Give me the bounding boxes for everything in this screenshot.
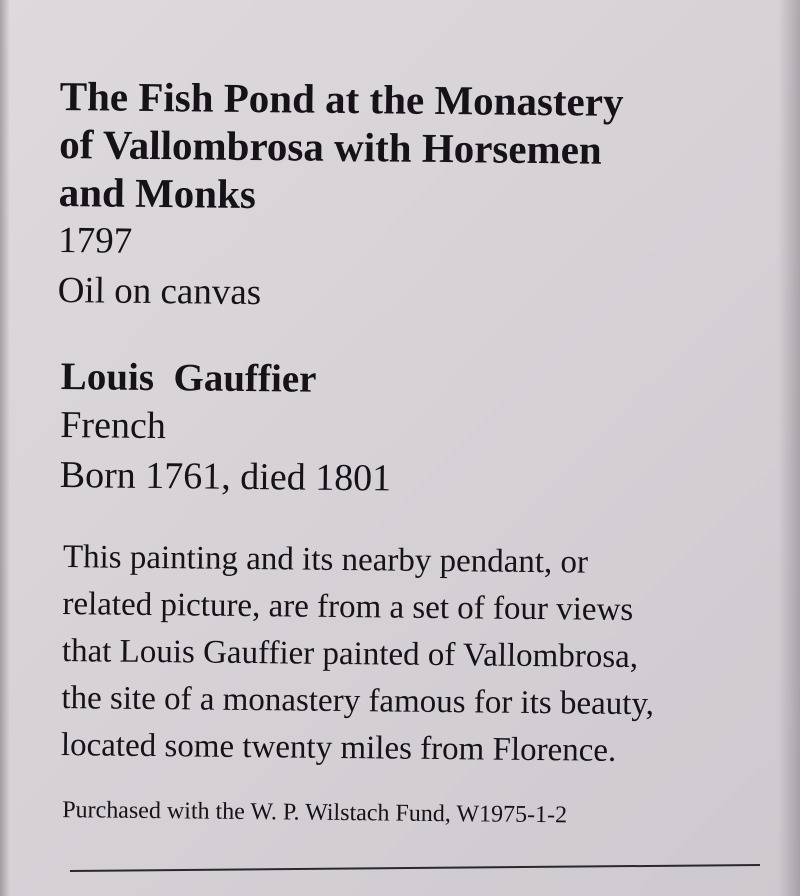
description-line: related picture, are from a set of four views (62, 586, 634, 629)
label-text-block (52, 72, 760, 832)
card-left-shadow (0, 0, 10, 896)
artwork-title-line: and Monks (58, 168, 257, 218)
artwork-title-line: of Vallombrosa with Horsemen (59, 120, 602, 173)
divider-rule (70, 864, 760, 872)
artist-life-dates: Born 1761, died 1801 (59, 454, 392, 500)
artwork-description (61, 534, 743, 776)
credit-line: Purchased with the W. P. Wilstach Fund, W1975-1-2 (62, 797, 568, 829)
description-line: that Louis Gauffier painted of Vallombrosa, (61, 633, 639, 676)
description-line: located some twenty miles from Florence. (60, 727, 617, 769)
description-line: This painting and its nearby pendant, or (62, 539, 589, 581)
artwork-date: 1797 (58, 219, 133, 262)
artwork-medium: Oil on canvas (57, 269, 262, 314)
card-right-shadow (778, 0, 800, 896)
artwork-title (58, 72, 699, 223)
artist-nationality: French (60, 404, 167, 448)
artist-name: Louis Gauffier (60, 355, 317, 401)
artwork-title-line: The Fish Pond at the Monastery (59, 72, 624, 125)
description-line: the site of a monastery famous for its beauty, (61, 680, 655, 723)
